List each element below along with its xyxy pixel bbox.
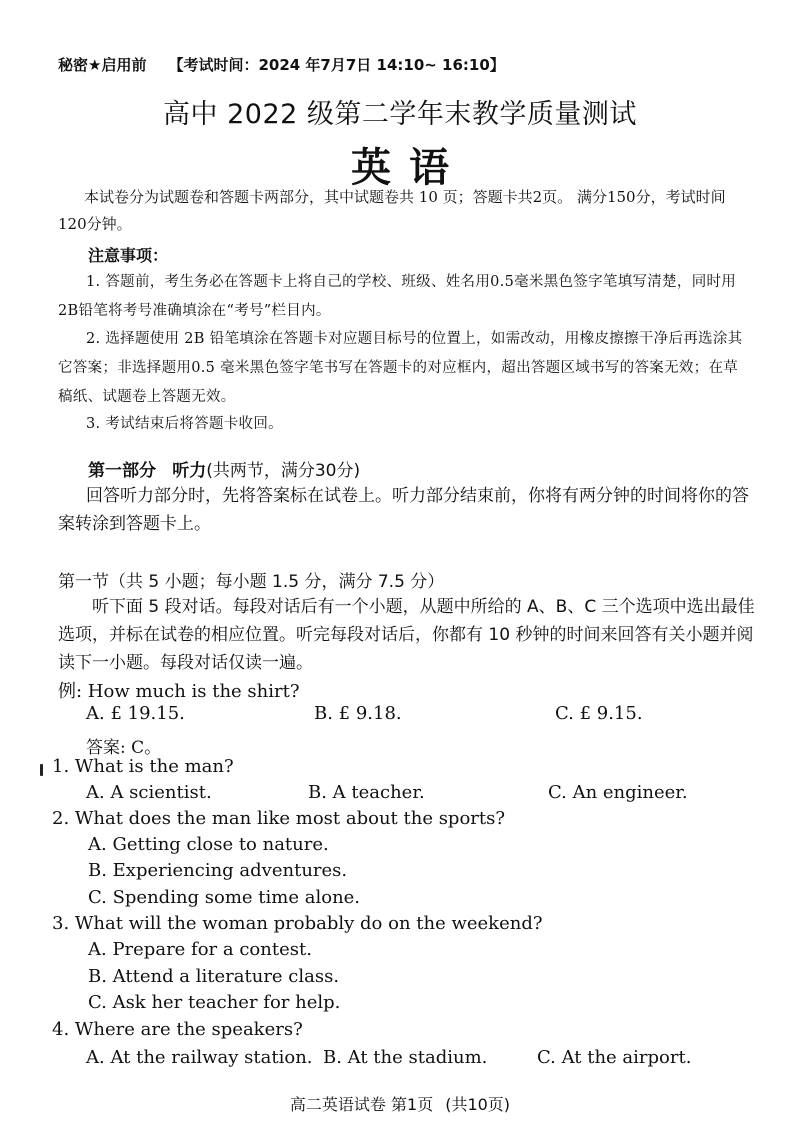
question-3-option-c: C. Ask her teacher for help. xyxy=(88,992,341,1013)
exam-header xyxy=(58,54,505,75)
part-info: (共两节，满分30分) xyxy=(206,461,361,481)
part-label: 第一部分 xyxy=(88,461,156,481)
notice-rule-2: 2. 选择题使用 2B 铅笔填涂在答题卡对应题目标号的位置上，如需改动，用橡皮擦擦干净后再选涂其它答案；非选择题用0.5 毫米黑色签字笔书写在答题卡的对应框内，超出答题区域书写的答案无效；在草稿纸、试题卷上答题无效。 xyxy=(58,331,743,405)
part-description: 回答听力部分时，先将答案标在试卷上。听力部分结束前，你将有两分钟的时间将你的答案转涂到答题卡上。 xyxy=(58,486,749,534)
example-options xyxy=(0,703,800,729)
question-2-option-c: C. Spending some time alone. xyxy=(88,887,361,908)
footer-page-label: 高二英语试卷 第1页 xyxy=(289,1095,434,1114)
question-1-option-a: A. A scientist. xyxy=(86,782,212,803)
exam-time: 【考试时间：2024 年7月7日 14:10~ 16:10】 xyxy=(168,56,505,74)
page-footer xyxy=(0,1092,800,1115)
notice-rule-1: 1. 答题前，考生务必在答题卡上将自己的学校、班级、姓名用0.5毫米黑色签字笔填写清楚，同时用2B铅笔将考号准确填涂在“考号”栏目内。 xyxy=(58,274,737,319)
question-4-options xyxy=(0,1047,800,1073)
question-4-option-c: C. At the airport. xyxy=(537,1047,692,1068)
exam-title: 高中 2022 级第二学年末教学质量测试 xyxy=(163,99,637,130)
confidential-label: 秘密★启用前 xyxy=(58,56,147,74)
question-1-option-c: C. An engineer. xyxy=(548,782,688,803)
section-title: 第一节（共 5 小题；每小题 1.5 分，满分 7.5 分） xyxy=(58,572,445,592)
question-1: 1. What is the man? xyxy=(52,756,234,777)
part-title xyxy=(88,456,360,481)
question-3-option-b: B. Attend a literature class. xyxy=(88,966,340,987)
question-2-option-a: A. Getting close to nature. xyxy=(88,834,329,855)
example-question: 例: How much is the shirt? xyxy=(58,681,300,702)
example-option-a: A. £ 19.15. xyxy=(86,703,185,724)
question-4-option-b: B. At the stadium. xyxy=(323,1047,488,1068)
example-option-c: C. £ 9.15. xyxy=(555,703,643,724)
question-2-option-b: B. Experiencing adventures. xyxy=(88,860,348,881)
exam-intro: 本试卷分为试题卷和答题卡两部分，其中试题卷共 10 页；答题卡共2页。 满分150分，考试时间120分钟。 xyxy=(58,188,726,233)
question-4: 4. Where are the speakers? xyxy=(52,1019,303,1040)
notice-title: 注意事项： xyxy=(88,246,169,265)
part-name: 听力 xyxy=(172,461,207,481)
footer-total-pages: (共10页) xyxy=(445,1095,511,1114)
question-2: 2. What does the man like most about the sports? xyxy=(52,808,506,829)
example-answer: 答案: C。 xyxy=(86,738,162,758)
question-3: 3. What will the woman probably do on the weekend? xyxy=(52,913,543,934)
notice-rule-3: 3. 考试结束后将答题卡收回。 xyxy=(86,416,283,432)
question-1-option-b: B. A teacher. xyxy=(308,782,425,803)
example-option-b: B. £ 9.18. xyxy=(314,703,402,724)
scan-edge-mark xyxy=(40,764,43,776)
section-description: 听下面 5 段对话。每段对话后有一个小题，从题中所给的 A、B、C 三个选项中选出最佳选项，并标在试卷的相应位置。听完每段对话后，你都有 10 秒钟的时间来回答有关小题并阅读下一小题。每段对话仅读一遍。 xyxy=(58,597,755,673)
question-3-option-a: A. Prepare for a contest. xyxy=(88,939,312,960)
subject-title: 英语 xyxy=(351,145,467,191)
question-4-option-a: A. At the railway station. xyxy=(86,1047,313,1068)
question-1-options xyxy=(0,782,800,808)
